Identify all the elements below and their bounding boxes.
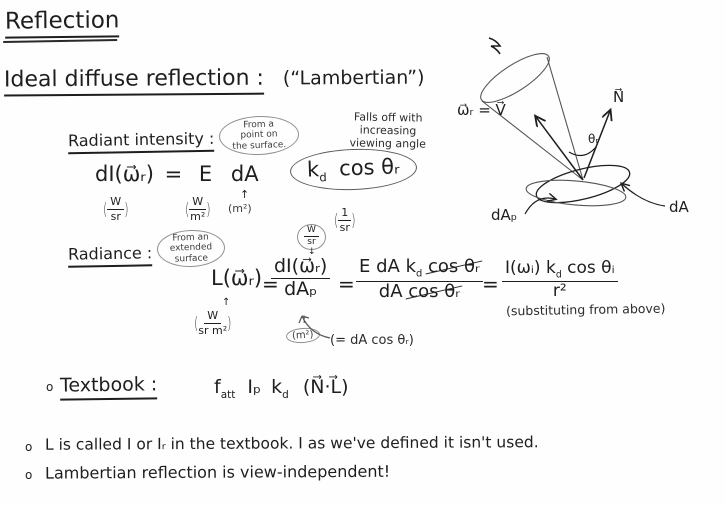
down-arrow-icon: ↓ bbox=[308, 247, 316, 257]
annotation-line: From an bbox=[172, 232, 209, 244]
dap-definition-note: (= dA cos θᵣ) bbox=[330, 333, 414, 348]
unit-w-per-m2 bbox=[185, 196, 210, 222]
up-arrow-icon: ↑ bbox=[300, 315, 309, 326]
radiance-fraction-3 bbox=[502, 260, 618, 301]
kd-subscript: d bbox=[282, 388, 289, 401]
da-label: dA bbox=[669, 198, 689, 216]
frac-den: dAₚ bbox=[284, 277, 318, 300]
annotation-line: increasing bbox=[359, 123, 417, 138]
equals-sign: = bbox=[482, 272, 499, 296]
area-term: dA bbox=[230, 162, 259, 186]
textbook-label: Textbook : bbox=[60, 373, 158, 400]
unit-one-per-sr bbox=[334, 207, 356, 233]
bullet-icon: o bbox=[25, 440, 33, 454]
fatt-term: f bbox=[214, 376, 221, 398]
paren-close: ) bbox=[206, 199, 211, 219]
unit-num: W bbox=[304, 226, 319, 237]
cos-theta-term: cos θᵣ bbox=[338, 154, 400, 181]
up-arrow-icon: ↑ bbox=[240, 188, 250, 201]
kd-subscript: d bbox=[555, 269, 562, 281]
radiance-label: Radiance : bbox=[68, 243, 153, 267]
unit-den: sr m² bbox=[198, 323, 228, 337]
fatt-subscript: att bbox=[220, 388, 236, 401]
paren-open: ( bbox=[194, 313, 199, 333]
bullet-icon: o bbox=[25, 468, 33, 482]
annotation-line: point on bbox=[240, 129, 278, 141]
curved-arrow-icon bbox=[292, 308, 334, 342]
unit-den: sr bbox=[110, 209, 121, 223]
unit-w-per-sr bbox=[103, 196, 128, 222]
theta-label: θᵣ bbox=[588, 132, 599, 146]
source-annotation bbox=[218, 115, 299, 157]
paren-close: ) bbox=[351, 210, 356, 230]
unit-num: W bbox=[189, 196, 206, 210]
ip-term: Iₚ bbox=[247, 376, 262, 398]
unit-den: m² bbox=[190, 209, 206, 223]
kd-term: k bbox=[271, 376, 283, 398]
equals-sign: = bbox=[338, 272, 355, 296]
unit-m2-circled: (m²) bbox=[286, 327, 321, 344]
radiance-fraction-2 bbox=[356, 258, 483, 302]
viewer-eye-icon bbox=[489, 38, 500, 54]
unit-num: W bbox=[107, 196, 124, 210]
paren-open: ( bbox=[334, 210, 339, 230]
dap-label: dAₚ bbox=[491, 206, 518, 224]
radiant-eq-lhs: dI(ω⃗ᵣ) bbox=[95, 162, 154, 186]
cancelled-cos-theta: cos θᵣ bbox=[428, 256, 480, 277]
paren-close: ) bbox=[227, 313, 232, 333]
da-pointer-arrow bbox=[622, 184, 665, 206]
section-heading: Ideal diffuse reflection : bbox=[4, 66, 264, 97]
note-line-1: L is called I or Iᵣ in the textbook. I as we've defined it isn't used. bbox=[44, 433, 539, 454]
annotation-line: the surface. bbox=[232, 139, 287, 152]
frac-num-pre: E dA bbox=[359, 256, 406, 277]
falloff-annotation bbox=[328, 110, 449, 152]
unit-w-per-sr-circled bbox=[297, 224, 326, 250]
heading-parenthetical: (“Lambertian”) bbox=[282, 66, 425, 90]
paren-close: ) bbox=[124, 199, 129, 219]
frac-num-I: I(ωᵢ) bbox=[505, 258, 546, 278]
cancelled-cos-theta: cos θᵣ bbox=[408, 280, 460, 302]
kd-term: k bbox=[306, 157, 320, 182]
paren-open: ( bbox=[103, 199, 108, 219]
frac-den: r² bbox=[552, 281, 567, 302]
textbook-formula bbox=[214, 376, 349, 401]
lambertian-diagram bbox=[443, 12, 723, 230]
up-arrow-icon: ↑ bbox=[222, 297, 231, 308]
kd-subscript: d bbox=[319, 170, 328, 185]
unit-m2: (m²) bbox=[228, 202, 252, 215]
unit-num: W bbox=[204, 310, 221, 324]
omega-equals-v-label: ω⃗ᵣ = V⃗ bbox=[457, 101, 506, 119]
paren-open: ( bbox=[185, 199, 190, 219]
note-line-2: Lambertian reflection is view-independent! bbox=[44, 461, 391, 483]
radiance-symbol: L(ω⃗ᵣ) bbox=[211, 266, 263, 290]
annotation-line: surface bbox=[174, 253, 209, 265]
irradiance-term: E bbox=[198, 162, 213, 186]
unit-num: 1 bbox=[338, 207, 351, 221]
ndotl-term: (N⃗·L⃗) bbox=[302, 376, 349, 398]
kd-subscript: d bbox=[416, 268, 423, 280]
radiant-intensity-label: Radiant intensity : bbox=[68, 129, 215, 155]
kd-cos-term-circled bbox=[289, 147, 417, 193]
annotation-line: From a bbox=[243, 119, 275, 131]
projected-patch-dAp bbox=[525, 177, 627, 210]
normal-vector-label: N⃗ bbox=[613, 88, 625, 106]
bullet-icon: o bbox=[46, 380, 54, 394]
kd-term: k bbox=[405, 256, 416, 277]
annotation-line: extended bbox=[169, 242, 213, 255]
frac-num-cos: cos θᵢ bbox=[561, 258, 615, 278]
equals-sign: = bbox=[262, 272, 279, 296]
page-title: Reflection bbox=[5, 7, 120, 38]
annotation-line: viewing angle bbox=[349, 136, 427, 152]
frac-den-pre: dA bbox=[378, 280, 409, 302]
annotation-line: Falls off with bbox=[353, 110, 423, 125]
extended-surface-annotation bbox=[156, 229, 225, 268]
kd-term: k bbox=[545, 258, 556, 278]
substituting-note: (substituting from above) bbox=[505, 300, 666, 319]
unit-den: sr bbox=[339, 220, 350, 234]
surface-patch-dA bbox=[533, 158, 633, 210]
radiance-fraction-1 bbox=[271, 257, 330, 300]
theta-angle-arc bbox=[569, 147, 596, 156]
unit-den: sr bbox=[307, 237, 316, 248]
frac-num: dI(ω⃗ᵣ) bbox=[271, 257, 330, 279]
unit-w-per-srm2 bbox=[194, 310, 231, 336]
equals-sign: = bbox=[164, 162, 183, 186]
